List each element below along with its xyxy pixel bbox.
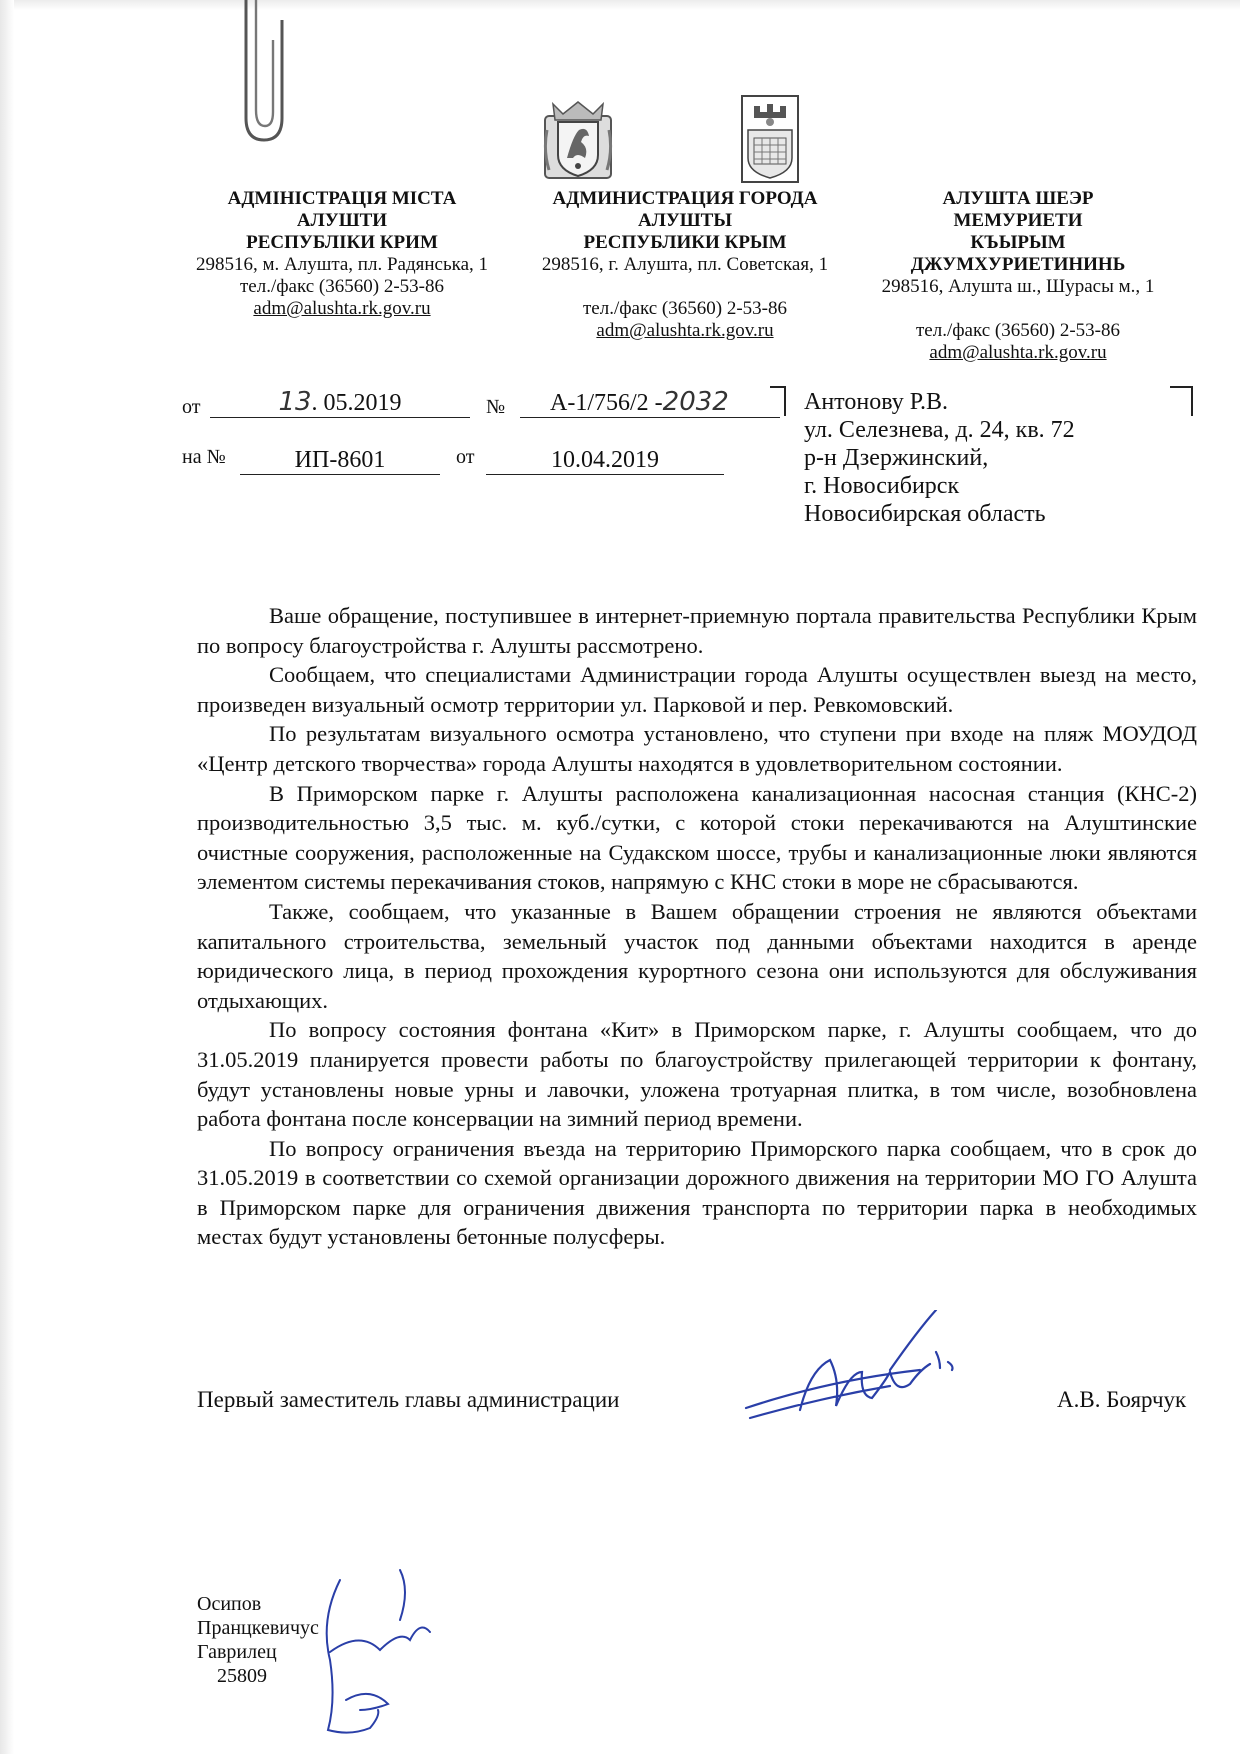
ref-number-label: на №	[182, 446, 226, 468]
executor-phone: 25809	[217, 1665, 267, 1687]
letterhead-russian	[520, 188, 850, 342]
org-phone: тел./факс (36560) 2-53-86	[240, 276, 444, 297]
body-paragraph: В Приморском парке г. Алушты расположена канализационная насосная станция (КНС-2) производительностью 3,5 тыс. м. куб./сутки, с которой стоки перекачиваются на Алуштинские очистные сооружения, расположенные на Судакском шоссе, трубы и канализационные люки являются элементом системы перекачивания стоков, напрямую с КНС стоки в море не сбрасываются.	[197, 780, 1197, 895]
signatory-name: А.В. Боярчук	[1057, 1387, 1187, 1412]
body-paragraph: По вопросу ограничения въезда на территорию Приморского парка сообщаем, что в срок до 31.05.2019 в соответствии со схемой организации дорожного движения на территории МО ГО Алушта в Приморском парке для ограничения движения транспорта по территории парка в необходимых местах будут установлены бетонные полусферы.	[197, 1135, 1197, 1250]
addressee-line: р-н Дзержинский,	[804, 445, 989, 471]
org-name-line: АДМІНІСТРАЦІЯ МІСТА	[227, 188, 457, 209]
addressee-line: г. Новосибирск	[804, 473, 960, 499]
handwritten-number: 2032	[662, 387, 729, 417]
org-name-line: АЛУШТИ	[296, 210, 388, 231]
executor-line: Гаврилец	[197, 1641, 277, 1663]
org-name-line: КЪЫРЫМ ДЖУМХУРИЕТИНИНЬ	[910, 232, 1126, 275]
executor-line: Осипов	[197, 1593, 262, 1615]
addressee-block	[804, 388, 1075, 528]
ref-date-field: 10.04.2019	[486, 446, 724, 475]
org-email-link[interactable]: adm@alushta.rk.gov.ru	[596, 320, 774, 341]
number-label: №	[486, 396, 506, 418]
paperclip-icon	[232, 0, 292, 150]
org-name-line: АЛУШТА ШЕЭР	[942, 188, 1094, 209]
letter-body	[197, 601, 1197, 1252]
addressee-line: Новосибирская область	[804, 501, 1046, 527]
document-date-field	[210, 388, 470, 418]
handwritten-signature	[740, 1310, 980, 1430]
org-phone: тел./факс (36560) 2-53-86	[583, 298, 787, 319]
executor-line: Пранцкевичус	[197, 1617, 319, 1639]
org-name-line: МЕМУРИЕТИ	[953, 210, 1083, 231]
org-name-line: РЕСПУБЛИКИ КРЫМ	[583, 232, 787, 253]
body-paragraph: Ваше обращение, поступившее в интернет-приемную портала правительства Республики Крым по вопросу благоустройства г. Алушты рассмотрено.	[197, 603, 1197, 658]
addressee-line: ул. Селезнева, д. 24, кв. 72	[804, 417, 1075, 443]
org-name-line: РЕСПУБЛІКИ КРИМ	[246, 232, 438, 253]
scan-top-edge	[0, 0, 1240, 10]
org-address: 298516, м. Алушта, пл. Радянська, 1	[195, 254, 489, 275]
body-paragraph: Также, сообщаем, что указанные в Вашем обращении строения не являются объектами капитального строительства, земельный участок под данными объектами находится в аренде юридического лица, в период прохождения курортного сезона они используются для обслуживания отдыхающих.	[197, 898, 1197, 1013]
org-name-line: АЛУШТЫ	[637, 210, 733, 231]
alushta-coat-of-arms-icon	[740, 94, 800, 186]
org-address: 298516, Алушта ш., Шурасы м., 1	[881, 276, 1155, 297]
handwritten-initials	[300, 1560, 460, 1750]
org-phone: тел./факс (36560) 2-53-86	[916, 320, 1120, 341]
org-address: 298516, г. Алушта, пл. Советская, 1	[541, 254, 829, 275]
date-label: от	[182, 396, 201, 418]
body-paragraph: По вопросу состояния фонтана «Кит» в Приморском парке, г. Алушты сообщаем, что до 31.05.2019 планируется провести работы по благоустройству прилегающей территории к фонтану, будут установлены новые урны и лавочки, уложена тротуарная плитка, в том числе, возобновлена работа фонтана после консервации на зимний период времени.	[197, 1017, 1197, 1132]
signatory-title: Первый заместитель главы администрации	[197, 1387, 620, 1412]
org-name-line: АДМИНИСТРАЦИЯ ГОРОДА	[552, 188, 818, 209]
body-paragraph: Сообщаем, что специалистами Администрации города Алушты осуществлен выезд на место, произведен визуальный осмотр территории ул. Парковой и пер. Ревкомовский.	[197, 662, 1197, 717]
crimea-coat-of-arms-icon	[543, 100, 613, 184]
org-email-link[interactable]: adm@alushta.rk.gov.ru	[929, 342, 1107, 363]
letterhead-ukrainian	[182, 188, 502, 320]
printed-number: А-1/756/2 -	[550, 390, 663, 416]
document-number-field	[520, 388, 780, 418]
letterhead-crimean-tatar	[868, 188, 1168, 364]
ref-number-field: ИП-8601	[240, 446, 440, 475]
addressee-line: Антонову Р.В.	[804, 389, 949, 415]
org-email-link[interactable]: adm@alushta.rk.gov.ru	[253, 298, 431, 319]
printed-month-year: . 05.2019	[311, 390, 402, 416]
corner-mark	[1170, 386, 1192, 388]
scan-left-edge	[0, 0, 14, 1754]
corner-mark	[770, 386, 786, 388]
body-paragraph: По результатам визуального осмотра установлено, что ступени при входе на пляж МОУДОД «Центр детского творчества» города Алушты находятся в удовлетворительном состоянии.	[197, 721, 1197, 776]
corner-mark	[784, 386, 786, 416]
corner-mark	[1191, 386, 1193, 416]
handwritten-day: 13	[278, 387, 312, 417]
ref-date-label: от	[456, 446, 475, 468]
